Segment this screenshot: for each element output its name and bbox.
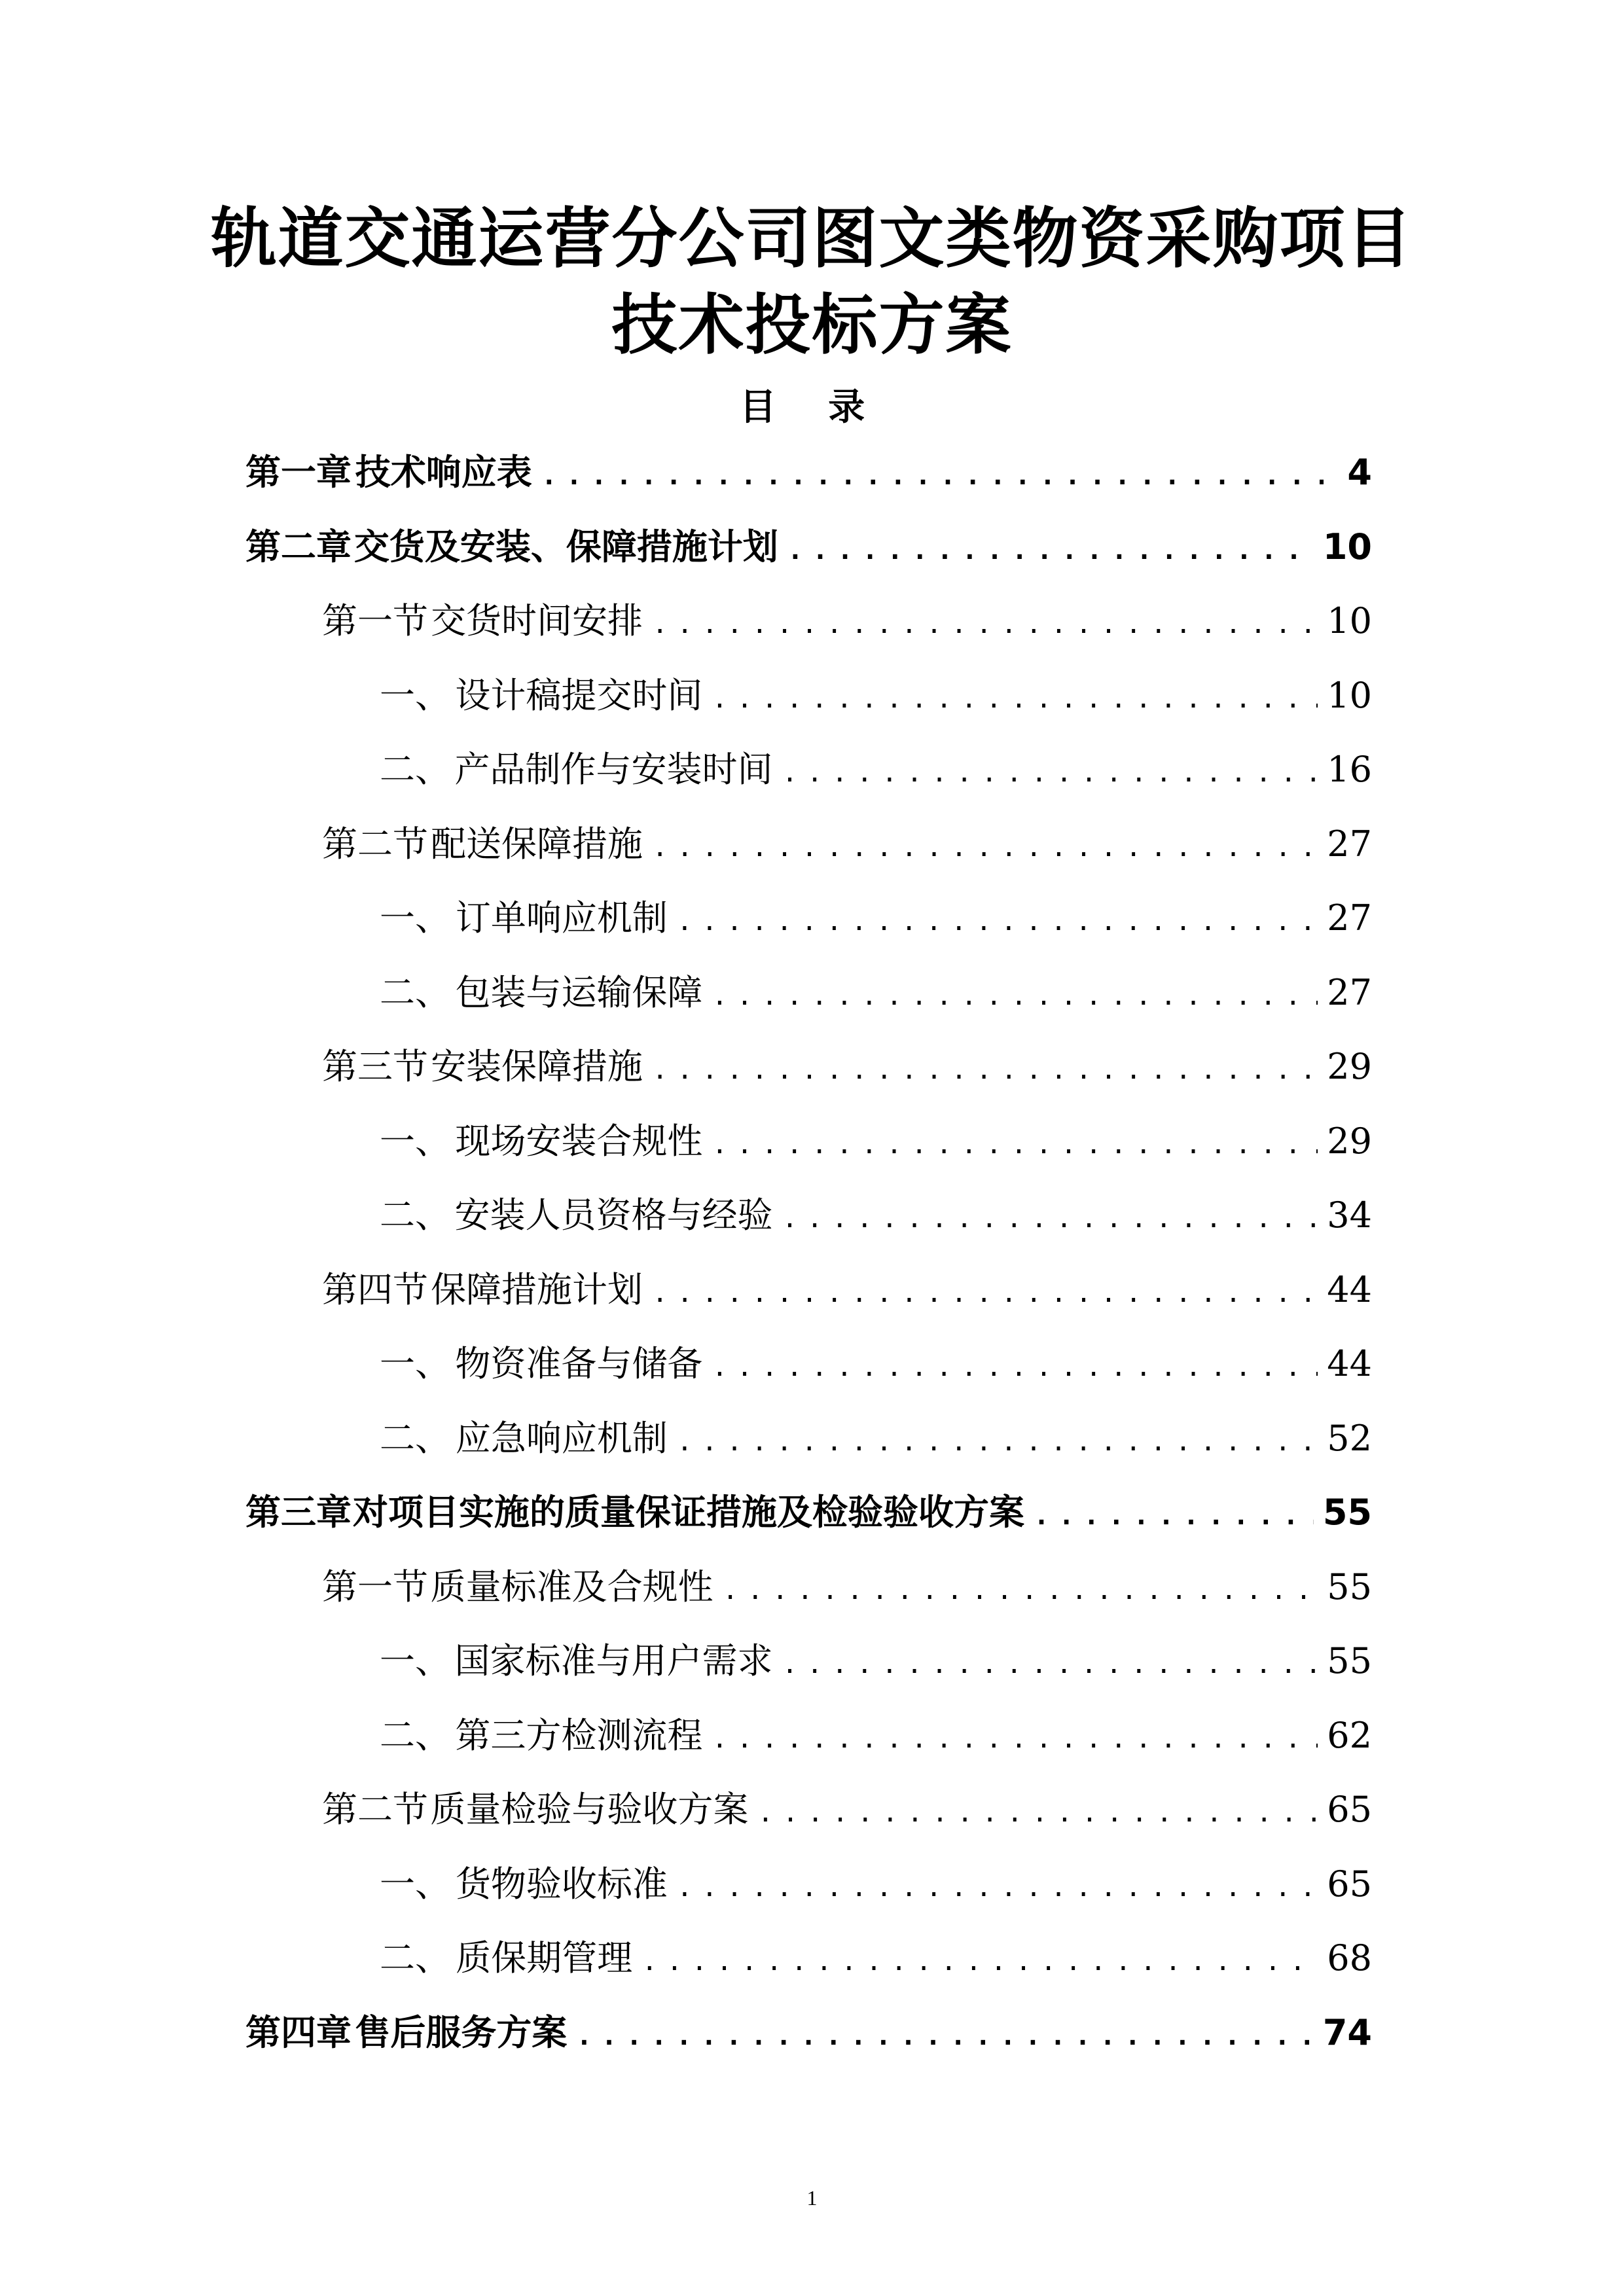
toc-dot-leader [677,1861,1318,1914]
toc-entry-page: 55 [1327,1566,1372,1607]
toc-entry-label: 第一章 [245,452,352,493]
toc-entry[interactable] [245,446,1372,499]
toc-dot-leader [576,2010,1313,2062]
toc-entry-title: 技术响应表 [355,452,532,493]
document-title-line1: 轨道交通运营分公司图文类物资采购项目 [211,200,1413,277]
toc-entry-page: 27 [1327,897,1372,939]
toc-dot-leader [723,1564,1318,1617]
toc-entry-title: 质量标准及合规性 [430,1566,713,1607]
toc-dot-leader [541,450,1324,502]
toc-entry-page: 55 [1327,1640,1372,1681]
toc-entry-title: 交货时间安排 [431,600,643,641]
toc-dot-leader [677,1416,1318,1468]
toc-entry[interactable] [245,2007,1372,2059]
toc-entry[interactable] [380,1710,1372,1762]
toc-entry-label: 二、 [380,1194,450,1236]
toc-entry[interactable] [380,1189,1372,1242]
toc-entry[interactable] [380,1932,1372,1984]
toc-heading: 目 录 [739,386,885,429]
toc-entry[interactable] [322,1784,1372,1836]
toc-dot-leader [677,895,1318,948]
toc-dot-leader [782,1638,1318,1691]
toc-entry-page: 29 [1327,1046,1372,1087]
toc-entry-page: 10 [1327,600,1372,641]
toc-entry-page: 65 [1327,1863,1372,1905]
toc-entry-label: 一、 [380,1343,450,1384]
toc-dot-leader [712,673,1318,725]
toc-entry-label: 第二节 [322,1789,428,1830]
toc-entry[interactable] [380,1858,1372,1910]
toc-entry-label: 二、 [380,1715,450,1756]
toc-dot-leader [652,598,1318,651]
toc-dot-leader [782,747,1318,799]
toc-entry-page: 52 [1327,1418,1372,1459]
toc-entry-title: 交货及安装、保障措施计划 [353,526,778,567]
toc-entry[interactable] [380,1115,1372,1168]
toc-entry-title: 配送保障措施 [431,823,643,865]
toc-entry[interactable] [322,595,1372,647]
toc-entry-label: 一、 [380,675,450,716]
toc-entry-label: 第三节 [322,1046,428,1087]
toc-entry[interactable] [380,1338,1372,1390]
toc-entry-title: 安装人员资格与经验 [454,1194,773,1236]
toc-entry-label: 第一节 [322,1566,428,1607]
toc-entry-title: 质量检验与验收方案 [430,1789,749,1830]
toc-dot-leader [641,1935,1318,1988]
toc-dot-leader [652,1044,1318,1096]
toc-entry-title: 对项目实施的质量保证措施及检验验收方案 [353,1492,1025,1533]
toc-dot-leader [1034,1490,1314,1542]
toc-entry[interactable] [380,1412,1372,1465]
toc-entry-page: 34 [1327,1194,1372,1236]
toc-entry[interactable] [380,967,1372,1019]
toc-entry-label: 一、 [380,1121,450,1162]
toc-entry-title: 货物验收标准 [455,1863,668,1905]
toc-entry[interactable] [380,892,1372,944]
toc-dot-leader [787,524,1314,577]
toc-dot-leader [652,1267,1318,1319]
toc-entry-page: 27 [1327,823,1372,865]
toc-entry-page: 74 [1322,2012,1372,2053]
toc-dot-leader [712,970,1318,1022]
toc-entry-title: 物资准备与储备 [455,1343,703,1384]
toc-entry-title: 设计稿提交时间 [455,675,703,716]
toc-entry-label: 二、 [380,972,450,1013]
toc-entry-title: 订单响应机制 [455,897,668,939]
toc-entry-page: 29 [1327,1121,1372,1162]
toc-dot-leader [712,1341,1318,1393]
toc-dot-leader [712,1713,1318,1765]
toc-entry-page: 55 [1322,1492,1372,1533]
document-title-line2: 技术投标方案 [611,287,1013,363]
toc-entry-page: 4 [1347,452,1372,493]
toc-entry-title: 产品制作与安装时间 [454,749,773,790]
toc-entry-page: 16 [1327,749,1372,790]
toc-entry-label: 一、 [380,897,450,939]
toc-entry-label: 第二章 [245,526,352,567]
toc-dot-leader [782,1193,1318,1245]
toc-entry-page: 44 [1327,1343,1372,1384]
toc-entry[interactable] [322,1264,1372,1316]
toc-entry-title: 包装与运输保障 [455,972,703,1013]
toc-entry-label: 二、 [380,1418,450,1459]
toc-entry-title: 应急响应机制 [455,1418,668,1459]
toc-dot-leader [712,1119,1318,1171]
toc-entry-label: 第二节 [322,823,428,865]
toc-entry-title: 第三方检测流程 [455,1715,703,1756]
toc-entry-title: 国家标准与用户需求 [454,1640,773,1681]
toc-entry-label: 一、 [380,1863,450,1905]
page-number: 1 [806,2186,818,2210]
toc-entry-label: 第三章 [245,1492,352,1533]
toc-entry[interactable] [322,818,1372,870]
toc-entry-label: 二、 [380,1937,450,1979]
toc-entry-label: 第四章 [245,2012,352,2053]
toc-entry-title: 售后服务方案 [355,2012,568,2053]
toc-entry-title: 保障措施计划 [431,1269,643,1310]
toc-entry[interactable] [380,744,1372,796]
toc-entry-page: 62 [1327,1715,1372,1756]
toc-entry-title: 现场安装合规性 [455,1121,703,1162]
toc-entry-title: 质保期管理 [456,1937,633,1979]
toc-entry[interactable] [380,670,1372,722]
toc-dot-leader [652,821,1318,874]
toc-entry-page: 65 [1327,1789,1372,1830]
toc-entry[interactable] [245,1486,1372,1539]
toc-entry-title: 安装保障措施 [431,1046,643,1087]
toc-entry[interactable] [245,521,1372,573]
toc-entry[interactable] [322,1561,1372,1613]
toc-entry-page: 68 [1327,1937,1372,1979]
toc-dot-leader [757,1787,1318,1839]
toc-entry-page: 44 [1327,1269,1372,1310]
toc-entry[interactable] [380,1635,1372,1687]
toc-entry-label: 一、 [380,1640,450,1681]
toc-entry-label: 二、 [380,749,450,790]
toc-entry-page: 10 [1327,675,1372,716]
toc-entry-page: 27 [1327,972,1372,1013]
toc-entry-page: 10 [1322,526,1372,567]
toc-entry-label: 第一节 [322,600,428,641]
toc-entry[interactable] [322,1041,1372,1093]
toc-entry-label: 第四节 [322,1269,428,1310]
